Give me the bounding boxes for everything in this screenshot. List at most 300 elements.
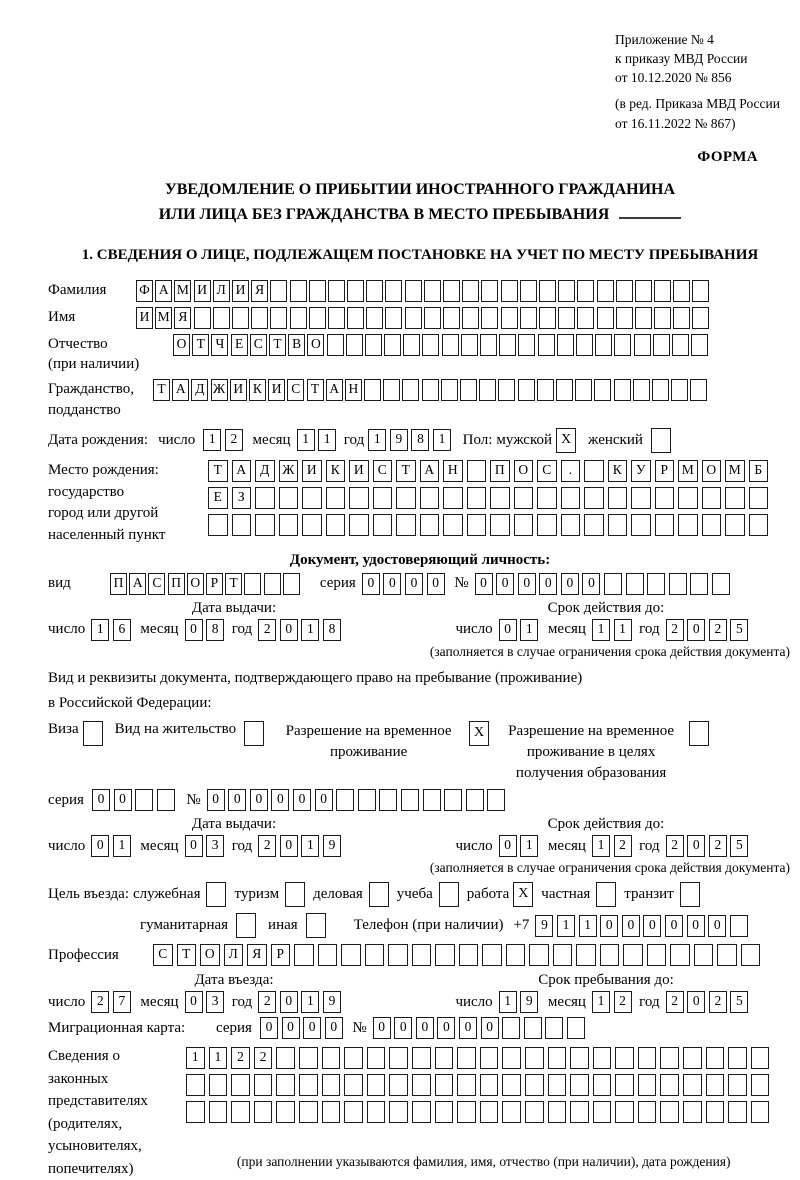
char-cell[interactable] (558, 307, 575, 329)
char-cell[interactable]: М (155, 307, 172, 329)
gender-female-checkbox[interactable] (651, 428, 671, 453)
char-cell[interactable] (467, 514, 487, 536)
char-cell[interactable]: 0 (665, 915, 683, 937)
char-cell[interactable]: 2 (666, 991, 684, 1013)
char-cell[interactable]: 3 (206, 991, 224, 1013)
migration-number-cells[interactable] (373, 1017, 589, 1039)
entry-year-cells[interactable] (258, 991, 344, 1013)
char-cell[interactable]: 0 (250, 789, 268, 811)
char-cell[interactable] (652, 379, 669, 401)
char-cell[interactable]: К (326, 460, 346, 482)
char-cell[interactable] (194, 307, 211, 329)
char-cell[interactable] (538, 334, 555, 356)
char-cell[interactable] (525, 1047, 544, 1069)
char-cell[interactable] (608, 487, 628, 509)
doc-expiry-year-cells[interactable] (666, 619, 752, 641)
char-cell[interactable] (294, 944, 314, 966)
char-cell[interactable]: 2 (709, 835, 727, 857)
char-cell[interactable] (647, 944, 667, 966)
char-cell[interactable] (283, 573, 300, 595)
char-cell[interactable]: С (537, 460, 557, 482)
char-cell[interactable]: 9 (323, 835, 341, 857)
char-cell[interactable] (299, 1047, 318, 1069)
purpose-official-checkbox[interactable] (206, 882, 226, 907)
char-cell[interactable] (302, 487, 322, 509)
char-cell[interactable] (671, 379, 688, 401)
char-cell[interactable]: О (307, 334, 324, 356)
char-cell[interactable] (518, 334, 535, 356)
char-cell[interactable] (690, 573, 708, 595)
purpose-tourism-checkbox[interactable] (285, 882, 305, 907)
char-cell[interactable] (254, 1074, 273, 1096)
char-cell[interactable] (383, 379, 400, 401)
char-cell[interactable] (694, 944, 714, 966)
char-cell[interactable] (459, 944, 479, 966)
char-cell[interactable]: 0 (643, 915, 661, 937)
char-cell[interactable] (322, 1101, 341, 1123)
char-cell[interactable] (725, 514, 745, 536)
char-cell[interactable]: Ж (279, 460, 299, 482)
char-cell[interactable] (706, 1101, 725, 1123)
char-cell[interactable] (635, 280, 652, 302)
char-cell[interactable] (539, 280, 556, 302)
char-cell[interactable] (385, 280, 402, 302)
char-cell[interactable] (405, 280, 422, 302)
char-cell[interactable] (157, 789, 175, 811)
char-cell[interactable]: К (249, 379, 266, 401)
char-cell[interactable]: Ф (136, 280, 153, 302)
char-cell[interactable]: Ч (211, 334, 228, 356)
char-cell[interactable] (466, 789, 484, 811)
char-cell[interactable]: 1 (557, 915, 575, 937)
char-cell[interactable]: 0 (687, 619, 705, 641)
char-cell[interactable]: М (725, 460, 745, 482)
char-cell[interactable] (537, 487, 557, 509)
char-cell[interactable] (570, 1074, 589, 1096)
char-cell[interactable] (623, 944, 643, 966)
char-cell[interactable]: 0 (293, 789, 311, 811)
char-cell[interactable]: 0 (416, 1017, 434, 1039)
char-cell[interactable]: 1 (614, 619, 632, 641)
surname-cells[interactable] (136, 280, 712, 302)
char-cell[interactable]: 0 (114, 789, 132, 811)
residence-series-cells[interactable] (92, 789, 178, 811)
char-cell[interactable]: 1 (203, 429, 221, 451)
char-cell[interactable] (402, 379, 419, 401)
char-cell[interactable]: Р (655, 460, 675, 482)
char-cell[interactable]: 0 (280, 619, 298, 641)
char-cell[interactable]: 2 (709, 991, 727, 1013)
char-cell[interactable]: 9 (323, 991, 341, 1013)
char-cell[interactable] (358, 789, 376, 811)
char-cell[interactable] (401, 789, 419, 811)
migration-series-cells[interactable] (260, 1017, 346, 1039)
char-cell[interactable] (388, 944, 408, 966)
char-cell[interactable] (626, 573, 644, 595)
char-cell[interactable] (364, 379, 381, 401)
char-cell[interactable]: 0 (383, 573, 401, 595)
residence-number-cells[interactable] (207, 789, 509, 811)
char-cell[interactable] (593, 1074, 612, 1096)
char-cell[interactable] (653, 334, 670, 356)
char-cell[interactable] (593, 1101, 612, 1123)
char-cell[interactable]: П (110, 573, 127, 595)
char-cell[interactable]: Д (255, 460, 275, 482)
char-cell[interactable] (593, 1047, 612, 1069)
char-cell[interactable] (518, 379, 535, 401)
char-cell[interactable] (405, 307, 422, 329)
char-cell[interactable]: 1 (301, 835, 319, 857)
char-cell[interactable]: Н (345, 379, 362, 401)
char-cell[interactable] (365, 334, 382, 356)
doc-number-cells[interactable] (475, 573, 734, 595)
char-cell[interactable] (490, 487, 510, 509)
char-cell[interactable] (290, 280, 307, 302)
char-cell[interactable] (435, 1047, 454, 1069)
representatives-cells-row1[interactable] (186, 1047, 773, 1069)
char-cell[interactable] (548, 1047, 567, 1069)
char-cell[interactable]: С (148, 573, 165, 595)
birth-place-cells-row2[interactable] (208, 487, 772, 509)
char-cell[interactable]: 0 (687, 835, 705, 857)
char-cell[interactable] (634, 334, 651, 356)
char-cell[interactable]: О (200, 944, 220, 966)
char-cell[interactable]: 0 (185, 991, 203, 1013)
char-cell[interactable]: К (608, 460, 628, 482)
char-cell[interactable] (683, 1074, 702, 1096)
char-cell[interactable]: Л (213, 280, 230, 302)
char-cell[interactable] (608, 514, 628, 536)
char-cell[interactable]: 0 (600, 915, 618, 937)
char-cell[interactable] (537, 514, 557, 536)
char-cell[interactable]: 1 (91, 619, 109, 641)
char-cell[interactable] (276, 1101, 295, 1123)
char-cell[interactable] (279, 514, 299, 536)
temp-residence-edu-checkbox[interactable] (689, 721, 709, 746)
char-cell[interactable]: О (173, 334, 190, 356)
char-cell[interactable] (341, 944, 361, 966)
char-cell[interactable] (672, 334, 689, 356)
char-cell[interactable] (717, 944, 737, 966)
char-cell[interactable] (525, 1074, 544, 1096)
char-cell[interactable]: 2 (258, 619, 276, 641)
char-cell[interactable]: 0 (708, 915, 726, 937)
char-cell[interactable] (595, 334, 612, 356)
char-cell[interactable] (490, 514, 510, 536)
char-cell[interactable]: П (490, 460, 510, 482)
char-cell[interactable] (441, 379, 458, 401)
char-cell[interactable] (669, 573, 687, 595)
char-cell[interactable] (597, 307, 614, 329)
char-cell[interactable]: 0 (303, 1017, 321, 1039)
char-cell[interactable]: 1 (520, 619, 538, 641)
doc-issue-month-cells[interactable] (185, 619, 228, 641)
char-cell[interactable]: 1 (520, 835, 538, 857)
char-cell[interactable] (385, 307, 402, 329)
char-cell[interactable]: 0 (373, 1017, 391, 1039)
char-cell[interactable] (725, 487, 745, 509)
char-cell[interactable] (443, 514, 463, 536)
char-cell[interactable] (276, 1074, 295, 1096)
char-cell[interactable] (502, 1074, 521, 1096)
char-cell[interactable] (548, 1074, 567, 1096)
char-cell[interactable] (389, 1047, 408, 1069)
char-cell[interactable] (344, 1101, 363, 1123)
char-cell[interactable]: 5 (730, 835, 748, 857)
char-cell[interactable]: В (288, 334, 305, 356)
char-cell[interactable] (462, 280, 479, 302)
char-cell[interactable]: Я (251, 280, 268, 302)
char-cell[interactable] (502, 1047, 521, 1069)
char-cell[interactable] (412, 944, 432, 966)
char-cell[interactable] (545, 1017, 563, 1039)
char-cell[interactable]: 9 (390, 429, 408, 451)
char-cell[interactable] (322, 1047, 341, 1069)
char-cell[interactable] (367, 1047, 386, 1069)
char-cell[interactable] (728, 1101, 747, 1123)
char-cell[interactable]: 2 (709, 619, 727, 641)
char-cell[interactable]: 1 (592, 619, 610, 641)
char-cell[interactable]: Л (224, 944, 244, 966)
char-cell[interactable]: 8 (206, 619, 224, 641)
char-cell[interactable] (276, 1047, 295, 1069)
char-cell[interactable]: 2 (91, 991, 109, 1013)
char-cell[interactable]: Р (206, 573, 223, 595)
char-cell[interactable] (457, 1047, 476, 1069)
doc-expiry-month-cells[interactable] (592, 619, 635, 641)
char-cell[interactable]: 1 (592, 835, 610, 857)
char-cell[interactable] (498, 379, 515, 401)
doc-series-cells[interactable] (362, 573, 448, 595)
char-cell[interactable]: 1 (318, 429, 336, 451)
char-cell[interactable] (537, 379, 554, 401)
char-cell[interactable] (367, 1101, 386, 1123)
char-cell[interactable]: А (326, 379, 343, 401)
char-cell[interactable] (384, 334, 401, 356)
char-cell[interactable]: М (174, 280, 191, 302)
temp-residence-checkbox[interactable]: X (469, 721, 489, 746)
char-cell[interactable]: 1 (368, 429, 386, 451)
char-cell[interactable] (706, 1074, 725, 1096)
char-cell[interactable]: 5 (730, 991, 748, 1013)
char-cell[interactable]: 0 (260, 1017, 278, 1039)
char-cell[interactable] (420, 514, 440, 536)
char-cell[interactable] (692, 307, 709, 329)
char-cell[interactable] (326, 514, 346, 536)
char-cell[interactable]: 5 (730, 619, 748, 641)
char-cell[interactable] (615, 1101, 634, 1123)
char-cell[interactable]: 0 (325, 1017, 343, 1039)
char-cell[interactable] (396, 514, 416, 536)
char-cell[interactable] (548, 1101, 567, 1123)
char-cell[interactable] (213, 307, 230, 329)
char-cell[interactable]: Т (192, 334, 209, 356)
char-cell[interactable]: 0 (315, 789, 333, 811)
char-cell[interactable]: 0 (539, 573, 557, 595)
entry-day-cells[interactable] (91, 991, 134, 1013)
char-cell[interactable] (327, 334, 344, 356)
char-cell[interactable] (231, 1101, 250, 1123)
char-cell[interactable]: 1 (579, 915, 597, 937)
char-cell[interactable]: Т (269, 334, 286, 356)
char-cell[interactable] (577, 280, 594, 302)
char-cell[interactable]: 0 (280, 835, 298, 857)
char-cell[interactable] (244, 573, 261, 595)
purpose-business-checkbox[interactable] (369, 882, 389, 907)
char-cell[interactable] (412, 1074, 431, 1096)
char-cell[interactable] (529, 944, 549, 966)
char-cell[interactable] (299, 1074, 318, 1096)
char-cell[interactable] (561, 514, 581, 536)
char-cell[interactable] (422, 379, 439, 401)
char-cell[interactable] (712, 573, 730, 595)
char-cell[interactable] (480, 1101, 499, 1123)
char-cell[interactable]: 0 (280, 991, 298, 1013)
gender-male-checkbox[interactable]: X (556, 428, 576, 453)
char-cell[interactable] (186, 1074, 205, 1096)
char-cell[interactable]: О (187, 573, 204, 595)
char-cell[interactable] (567, 1017, 585, 1039)
char-cell[interactable] (208, 514, 228, 536)
char-cell[interactable] (344, 1047, 363, 1069)
visa-checkbox[interactable] (83, 721, 103, 746)
char-cell[interactable] (660, 1047, 679, 1069)
char-cell[interactable]: 0 (622, 915, 640, 937)
char-cell[interactable] (584, 514, 604, 536)
char-cell[interactable] (366, 280, 383, 302)
char-cell[interactable]: М (678, 460, 698, 482)
char-cell[interactable]: 9 (535, 915, 553, 937)
char-cell[interactable]: И (230, 379, 247, 401)
char-cell[interactable] (556, 379, 573, 401)
representatives-cells-row2[interactable] (186, 1074, 773, 1096)
char-cell[interactable] (270, 280, 287, 302)
char-cell[interactable] (309, 307, 326, 329)
char-cell[interactable] (309, 280, 326, 302)
purpose-work-checkbox[interactable]: X (513, 882, 533, 907)
char-cell[interactable] (443, 307, 460, 329)
char-cell[interactable]: 3 (206, 835, 224, 857)
char-cell[interactable]: Я (247, 944, 267, 966)
char-cell[interactable]: 2 (258, 835, 276, 857)
char-cell[interactable] (326, 487, 346, 509)
char-cell[interactable]: 1 (209, 1047, 228, 1069)
char-cell[interactable] (502, 1017, 520, 1039)
char-cell[interactable] (435, 944, 455, 966)
char-cell[interactable] (749, 514, 769, 536)
residence-issue-year-cells[interactable] (258, 835, 344, 857)
char-cell[interactable]: О (702, 460, 722, 482)
char-cell[interactable] (435, 1101, 454, 1123)
char-cell[interactable] (638, 1047, 657, 1069)
char-cell[interactable]: О (514, 460, 534, 482)
char-cell[interactable]: 2 (254, 1047, 273, 1069)
residence-expiry-year-cells[interactable] (666, 835, 752, 857)
char-cell[interactable]: 0 (394, 1017, 412, 1039)
char-cell[interactable] (467, 487, 487, 509)
char-cell[interactable]: 2 (231, 1047, 250, 1069)
char-cell[interactable]: 0 (362, 573, 380, 595)
char-cell[interactable] (328, 280, 345, 302)
char-cell[interactable] (279, 487, 299, 509)
char-cell[interactable] (584, 487, 604, 509)
char-cell[interactable] (299, 1101, 318, 1123)
char-cell[interactable] (367, 1074, 386, 1096)
char-cell[interactable] (673, 307, 690, 329)
char-cell[interactable] (570, 1101, 589, 1123)
char-cell[interactable] (506, 944, 526, 966)
char-cell[interactable] (631, 514, 651, 536)
residence-issue-day-cells[interactable] (91, 835, 134, 857)
char-cell[interactable] (373, 487, 393, 509)
char-cell[interactable] (443, 487, 463, 509)
char-cell[interactable] (692, 280, 709, 302)
char-cell[interactable] (186, 1101, 205, 1123)
char-cell[interactable] (524, 1017, 542, 1039)
char-cell[interactable] (597, 280, 614, 302)
char-cell[interactable] (442, 334, 459, 356)
char-cell[interactable] (502, 1101, 521, 1123)
residence-expiry-day-cells[interactable] (499, 835, 542, 857)
char-cell[interactable]: Т (225, 573, 242, 595)
char-cell[interactable]: 0 (499, 835, 517, 857)
char-cell[interactable]: 9 (520, 991, 538, 1013)
char-cell[interactable] (751, 1047, 770, 1069)
char-cell[interactable]: 0 (687, 991, 705, 1013)
char-cell[interactable] (702, 514, 722, 536)
char-cell[interactable]: Е (208, 487, 228, 509)
char-cell[interactable]: Т (396, 460, 416, 482)
char-cell[interactable] (251, 307, 268, 329)
char-cell[interactable] (584, 460, 604, 482)
char-cell[interactable]: 1 (113, 835, 131, 857)
char-cell[interactable] (344, 1074, 363, 1096)
phone-cells[interactable] (535, 915, 751, 937)
char-cell[interactable] (424, 280, 441, 302)
doc-expiry-day-cells[interactable] (499, 619, 542, 641)
char-cell[interactable]: А (232, 460, 252, 482)
char-cell[interactable] (691, 334, 708, 356)
char-cell[interactable] (647, 573, 665, 595)
char-cell[interactable] (462, 307, 479, 329)
char-cell[interactable] (654, 280, 671, 302)
char-cell[interactable]: Е (231, 334, 248, 356)
char-cell[interactable] (135, 789, 153, 811)
char-cell[interactable]: 1 (301, 619, 319, 641)
char-cell[interactable] (702, 487, 722, 509)
char-cell[interactable] (751, 1074, 770, 1096)
char-cell[interactable] (741, 944, 761, 966)
doc-issue-day-cells[interactable] (91, 619, 134, 641)
citizenship-cells[interactable] (153, 379, 709, 401)
char-cell[interactable] (614, 334, 631, 356)
char-cell[interactable] (322, 1074, 341, 1096)
char-cell[interactable] (660, 1101, 679, 1123)
char-cell[interactable] (678, 514, 698, 536)
char-cell[interactable]: 1 (297, 429, 315, 451)
char-cell[interactable]: 7 (113, 991, 131, 1013)
char-cell[interactable] (479, 379, 496, 401)
doc-issue-year-cells[interactable] (258, 619, 344, 641)
char-cell[interactable]: Ж (211, 379, 228, 401)
char-cell[interactable] (638, 1101, 657, 1123)
char-cell[interactable] (525, 1101, 544, 1123)
char-cell[interactable] (683, 1047, 702, 1069)
char-cell[interactable] (231, 1074, 250, 1096)
char-cell[interactable] (631, 487, 651, 509)
char-cell[interactable] (616, 280, 633, 302)
char-cell[interactable]: 0 (561, 573, 579, 595)
